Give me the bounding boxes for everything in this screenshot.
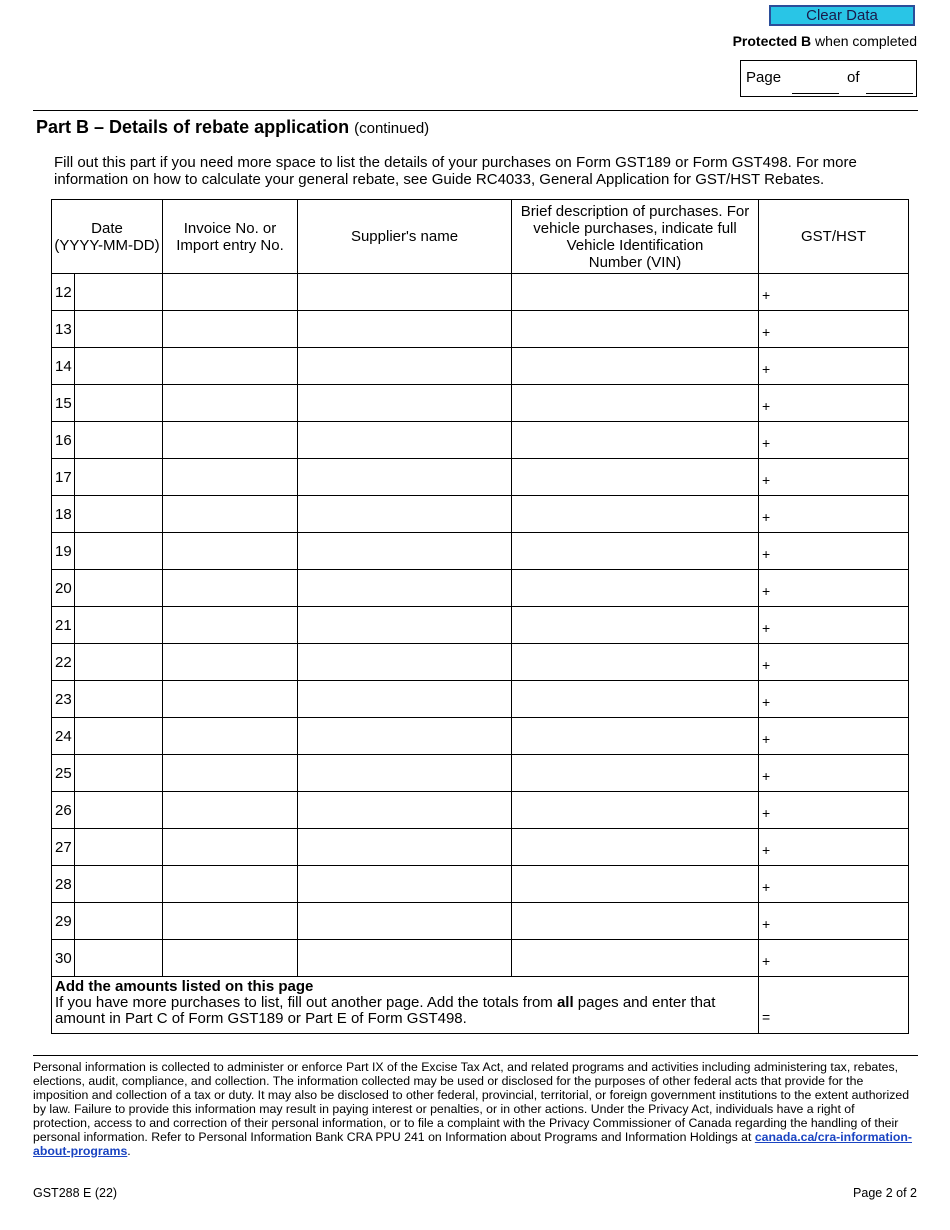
- total-instructions: If you have more purchases to list, fill out another page. Add the totals from all pages and enter that amount in Part C of Form GST189 or Part E of Form GST498.: [55, 994, 716, 1027]
- table-row: [52, 422, 909, 459]
- invoice-cell: [163, 940, 298, 977]
- description-input[interactable]: [512, 274, 758, 310]
- gst-hst-input[interactable]: [773, 496, 908, 532]
- gst-hst-cell: [759, 311, 909, 348]
- invoice-input[interactable]: [163, 903, 297, 939]
- total-gst-hst-input[interactable]: [773, 977, 908, 1033]
- gst-hst-cell: [759, 866, 909, 903]
- date-input[interactable]: [75, 718, 162, 754]
- gst-hst-cell: [759, 681, 909, 718]
- supplier-cell: [298, 718, 512, 755]
- gst-hst-cell: [759, 903, 909, 940]
- supplier-cell: [298, 866, 512, 903]
- invoice-input[interactable]: [163, 274, 297, 310]
- supplier-cell: [298, 755, 512, 792]
- invoice-input[interactable]: [163, 792, 297, 828]
- gst-hst-input[interactable]: [773, 866, 908, 902]
- table-row: [52, 459, 909, 496]
- supplier-input[interactable]: [298, 866, 511, 902]
- invoice-cell: [163, 385, 298, 422]
- supplier-input[interactable]: [298, 496, 511, 532]
- supplier-cell: [298, 829, 512, 866]
- supplier-cell: [298, 681, 512, 718]
- date-cell: [75, 533, 163, 570]
- line-number: 23: [52, 681, 75, 718]
- line-number: 18: [52, 496, 75, 533]
- part-b-instructions: Fill out this part if you need more space to list the details of your purchases on Form GST189 or Form GST498. For more information on how to calculate your general rebate, see Guide RC4033, General Application for GST/HST Rebates.: [54, 154, 857, 188]
- table-row: [52, 570, 909, 607]
- plus-sign: +: [762, 324, 771, 340]
- description-cell: [512, 866, 759, 903]
- line-number: 15: [52, 385, 75, 422]
- page-number-box: [740, 60, 917, 97]
- date-input[interactable]: [75, 755, 162, 791]
- total-gst-hst-cell: [759, 977, 909, 1034]
- description-cell: [512, 533, 759, 570]
- description-cell: [512, 422, 759, 459]
- supplier-cell: [298, 348, 512, 385]
- invoice-input[interactable]: [163, 718, 297, 754]
- supplier-cell: [298, 496, 512, 533]
- invoice-input[interactable]: [163, 570, 297, 606]
- description-input[interactable]: [512, 829, 758, 865]
- plus-sign: +: [762, 435, 771, 451]
- date-cell: [75, 755, 163, 792]
- gst-hst-input[interactable]: [773, 792, 908, 828]
- supplier-input[interactable]: [298, 903, 511, 939]
- description-cell: [512, 385, 759, 422]
- line-number: 16: [52, 422, 75, 459]
- date-input[interactable]: [75, 644, 162, 680]
- invoice-input[interactable]: [163, 755, 297, 791]
- invoice-cell: [163, 681, 298, 718]
- gst-hst-input[interactable]: [773, 459, 908, 495]
- supplier-cell: [298, 644, 512, 681]
- date-input[interactable]: [75, 459, 162, 495]
- supplier-input[interactable]: [298, 570, 511, 606]
- plus-sign: +: [762, 509, 771, 525]
- supplier-input[interactable]: [298, 755, 511, 791]
- supplier-input[interactable]: [298, 385, 511, 421]
- description-input[interactable]: [512, 533, 758, 569]
- gst-hst-cell: [759, 570, 909, 607]
- date-cell: [75, 903, 163, 940]
- date-cell: [75, 718, 163, 755]
- supplier-cell: [298, 274, 512, 311]
- table-row: [52, 311, 909, 348]
- gst-hst-input[interactable]: [773, 755, 908, 791]
- date-input[interactable]: [75, 792, 162, 828]
- description-cell: [512, 496, 759, 533]
- gst-hst-cell: [759, 348, 909, 385]
- plus-sign: +: [762, 694, 771, 710]
- gst-hst-input[interactable]: [773, 829, 908, 865]
- line-number: 25: [52, 755, 75, 792]
- supplier-input[interactable]: [298, 829, 511, 865]
- supplier-input[interactable]: [298, 607, 511, 643]
- date-cell: [75, 644, 163, 681]
- date-input[interactable]: [75, 570, 162, 606]
- line-number: 26: [52, 792, 75, 829]
- description-input[interactable]: [512, 903, 758, 939]
- date-cell: [75, 792, 163, 829]
- form-identifier: GST288 E (22): [33, 1186, 118, 1200]
- invoice-input[interactable]: [163, 459, 297, 495]
- line-number: 21: [52, 607, 75, 644]
- gst-hst-input[interactable]: [773, 533, 908, 569]
- table-row: [52, 644, 909, 681]
- date-input[interactable]: [75, 385, 162, 421]
- page-label: Page: [746, 69, 782, 86]
- supplier-cell: [298, 792, 512, 829]
- plus-sign: +: [762, 583, 771, 599]
- line-number: 13: [52, 311, 75, 348]
- plus-sign: +: [762, 916, 771, 932]
- date-cell: [75, 311, 163, 348]
- gst-hst-cell: [759, 422, 909, 459]
- description-cell: [512, 459, 759, 496]
- part-b-heading: [36, 117, 429, 138]
- table-row: [52, 274, 909, 311]
- gst-hst-cell: [759, 607, 909, 644]
- supplier-input[interactable]: [298, 274, 511, 310]
- gst-hst-input[interactable]: [773, 422, 908, 458]
- date-cell: [75, 866, 163, 903]
- gst-hst-input[interactable]: [773, 348, 908, 384]
- supplier-cell: [298, 533, 512, 570]
- table-row: [52, 607, 909, 644]
- invoice-cell: [163, 422, 298, 459]
- date-cell: [75, 459, 163, 496]
- column-header-description: Brief description of purchases. For vehicle purchases, indicate full Vehicle Identification Number (VIN): [512, 200, 759, 274]
- description-input[interactable]: [512, 311, 758, 347]
- column-header-invoice: Invoice No. or Import entry No.: [163, 200, 298, 274]
- description-cell: [512, 311, 759, 348]
- description-cell: [512, 274, 759, 311]
- gst-hst-cell: [759, 274, 909, 311]
- table-header-row: [52, 200, 909, 274]
- date-input[interactable]: [75, 903, 162, 939]
- table-row: [52, 903, 909, 940]
- date-input[interactable]: [75, 866, 162, 902]
- date-input[interactable]: [75, 311, 162, 347]
- date-cell: [75, 607, 163, 644]
- description-cell: [512, 755, 759, 792]
- supplier-cell: [298, 940, 512, 977]
- line-number: 28: [52, 866, 75, 903]
- date-input[interactable]: [75, 607, 162, 643]
- description-cell: [512, 644, 759, 681]
- clear-data-button[interactable]: Clear Data: [769, 5, 915, 26]
- invoice-cell: [163, 644, 298, 681]
- table-row: [52, 866, 909, 903]
- page-indicator: Page 2 of 2: [853, 1186, 917, 1200]
- privacy-text: Personal information is collected to administer or enforce Part IX of the Excise Tax Act, and related programs and activities including administering tax, rebates, elections, audit, compliance, and collection. The information collected may be used or disclosed for the purposes of other federal acts that provide for the imposition and collection of a tax or duty. It may also be disclosed to other federal, provincial, territorial, or foreign government institutions to the extent authorized by law. Failure to provide this information may result in paying interest or penalties, or in other actions. Under the Privacy Act, individuals have a right of protection, access to and correction of their personal information, or to file a complaint with the Privacy Commissioner of Canada regarding the handling of their personal information. Refer to Personal Information Bank CRA PPU 241 on Information about Programs and Information Holdings at: [33, 1060, 910, 1144]
- date-input[interactable]: [75, 681, 162, 717]
- gst-hst-cell: [759, 792, 909, 829]
- column-header-gst-hst: GST/HST: [759, 200, 909, 274]
- plus-sign: +: [762, 731, 771, 747]
- line-number: 24: [52, 718, 75, 755]
- date-input[interactable]: [75, 829, 162, 865]
- line-number: 29: [52, 903, 75, 940]
- plus-sign: +: [762, 657, 771, 673]
- gst-hst-input[interactable]: [773, 385, 908, 421]
- gst-hst-input[interactable]: [773, 570, 908, 606]
- invoice-input[interactable]: [163, 496, 297, 532]
- gst-hst-input[interactable]: [773, 718, 908, 754]
- protected-b-suffix: when completed: [811, 33, 917, 49]
- supplier-input[interactable]: [298, 311, 511, 347]
- invoice-cell: [163, 755, 298, 792]
- date-cell: [75, 422, 163, 459]
- supplier-cell: [298, 903, 512, 940]
- total-heading: Add the amounts listed on this page: [55, 978, 314, 995]
- description-input[interactable]: [512, 681, 758, 717]
- protected-b-label: Protected B: [732, 33, 812, 49]
- date-cell: [75, 570, 163, 607]
- supplier-input[interactable]: [298, 422, 511, 458]
- invoice-cell: [163, 866, 298, 903]
- description-input[interactable]: [512, 718, 758, 754]
- supplier-cell: [298, 607, 512, 644]
- date-cell: [75, 940, 163, 977]
- gst-hst-input[interactable]: [773, 311, 908, 347]
- gst-hst-cell: [759, 385, 909, 422]
- supplier-input[interactable]: [298, 644, 511, 680]
- plus-sign: +: [762, 546, 771, 562]
- supplier-cell: [298, 570, 512, 607]
- invoice-cell: [163, 718, 298, 755]
- plus-sign: +: [762, 287, 771, 303]
- description-input[interactable]: [512, 866, 758, 902]
- table-row: [52, 533, 909, 570]
- table-row: [52, 792, 909, 829]
- description-cell: [512, 570, 759, 607]
- gst-hst-input[interactable]: [773, 903, 908, 939]
- purchases-table: [51, 199, 909, 1034]
- gst-hst-input[interactable]: [773, 607, 908, 643]
- gst-hst-cell: [759, 829, 909, 866]
- plus-sign: +: [762, 953, 771, 969]
- supplier-input[interactable]: [298, 681, 511, 717]
- supplier-cell: [298, 311, 512, 348]
- date-input[interactable]: [75, 496, 162, 532]
- supplier-cell: [298, 385, 512, 422]
- gst-hst-cell: [759, 533, 909, 570]
- part-b-continued: (continued): [354, 120, 430, 137]
- supplier-cell: [298, 422, 512, 459]
- line-number: 17: [52, 459, 75, 496]
- gst-hst-input[interactable]: [773, 940, 908, 976]
- table-row: [52, 681, 909, 718]
- date-cell: [75, 496, 163, 533]
- total-description: [52, 977, 759, 1034]
- date-cell: [75, 274, 163, 311]
- column-header-date: Date (YYYY-MM-DD): [52, 200, 163, 274]
- plus-sign: +: [762, 805, 771, 821]
- line-number: 12: [52, 274, 75, 311]
- description-cell: [512, 903, 759, 940]
- gst-hst-cell: [759, 644, 909, 681]
- description-cell: [512, 607, 759, 644]
- description-cell: [512, 940, 759, 977]
- invoice-cell: [163, 903, 298, 940]
- gst-hst-cell: [759, 718, 909, 755]
- description-input[interactable]: [512, 496, 758, 532]
- date-input[interactable]: [75, 348, 162, 384]
- supplier-input[interactable]: [298, 459, 511, 495]
- description-cell: [512, 718, 759, 755]
- line-number: 19: [52, 533, 75, 570]
- description-input[interactable]: [512, 348, 758, 384]
- date-cell: [75, 829, 163, 866]
- gst-hst-cell: [759, 496, 909, 533]
- invoice-input[interactable]: [163, 866, 297, 902]
- description-input[interactable]: [512, 940, 758, 976]
- date-cell: [75, 385, 163, 422]
- invoice-input[interactable]: [163, 533, 297, 569]
- invoice-input[interactable]: [163, 644, 297, 680]
- date-input[interactable]: [75, 940, 162, 976]
- protected-b-notice: [733, 33, 917, 49]
- part-b-title: Part B – Details of rebate application: [36, 117, 350, 137]
- plus-sign: +: [762, 768, 771, 784]
- invoice-cell: [163, 274, 298, 311]
- equals-sign: =: [762, 1009, 771, 1025]
- column-header-supplier: Supplier's name: [298, 200, 512, 274]
- line-number: 14: [52, 348, 75, 385]
- supplier-input[interactable]: [298, 792, 511, 828]
- supplier-input[interactable]: [298, 940, 511, 976]
- invoice-input[interactable]: [163, 681, 297, 717]
- gst-hst-input[interactable]: [773, 681, 908, 717]
- description-input[interactable]: [512, 607, 758, 643]
- gst-hst-input[interactable]: [773, 644, 908, 680]
- supplier-input[interactable]: [298, 533, 511, 569]
- plus-sign: +: [762, 361, 771, 377]
- date-input[interactable]: [75, 274, 162, 310]
- table-row: [52, 755, 909, 792]
- gst-hst-cell: [759, 459, 909, 496]
- line-number: 20: [52, 570, 75, 607]
- invoice-cell: [163, 829, 298, 866]
- line-number: 22: [52, 644, 75, 681]
- description-cell: [512, 829, 759, 866]
- plus-sign: +: [762, 398, 771, 414]
- bottom-divider: [33, 1055, 918, 1056]
- plus-sign: +: [762, 842, 771, 858]
- description-input[interactable]: [512, 385, 758, 421]
- invoice-cell: [163, 792, 298, 829]
- description-input[interactable]: [512, 570, 758, 606]
- invoice-cell: [163, 459, 298, 496]
- top-divider: [33, 110, 918, 111]
- gst-hst-cell: [759, 755, 909, 792]
- description-input[interactable]: [512, 422, 758, 458]
- plus-sign: +: [762, 879, 771, 895]
- privacy-link[interactable]: canada.ca/cra-information-about-programs: [33, 1130, 912, 1158]
- plus-sign: +: [762, 620, 771, 636]
- page-total-input[interactable]: [866, 75, 913, 94]
- gst-hst-input[interactable]: [773, 274, 908, 310]
- of-label: of: [847, 69, 860, 86]
- privacy-end: .: [127, 1144, 131, 1158]
- line-number: 27: [52, 829, 75, 866]
- plus-sign: +: [762, 472, 771, 488]
- supplier-input[interactable]: [298, 718, 511, 754]
- description-input[interactable]: [512, 792, 758, 828]
- date-cell: [75, 348, 163, 385]
- invoice-cell: [163, 607, 298, 644]
- table-row: [52, 940, 909, 977]
- supplier-cell: [298, 459, 512, 496]
- description-input[interactable]: [512, 459, 758, 495]
- invoice-cell: [163, 533, 298, 570]
- invoice-input[interactable]: [163, 348, 297, 384]
- table-row: [52, 348, 909, 385]
- table-row: [52, 385, 909, 422]
- invoice-cell: [163, 496, 298, 533]
- table-row: [52, 829, 909, 866]
- total-row: [52, 977, 909, 1034]
- table-row: [52, 496, 909, 533]
- page-number-input[interactable]: [792, 75, 839, 94]
- invoice-cell: [163, 311, 298, 348]
- description-cell: [512, 348, 759, 385]
- invoice-input[interactable]: [163, 422, 297, 458]
- date-input[interactable]: [75, 533, 162, 569]
- description-cell: [512, 792, 759, 829]
- invoice-input[interactable]: [163, 829, 297, 865]
- privacy-notice: [33, 1060, 913, 1158]
- invoice-input[interactable]: [163, 311, 297, 347]
- table-row: [52, 718, 909, 755]
- supplier-input[interactable]: [298, 348, 511, 384]
- date-input[interactable]: [75, 422, 162, 458]
- gst-hst-cell: [759, 940, 909, 977]
- invoice-cell: [163, 348, 298, 385]
- description-input[interactable]: [512, 755, 758, 791]
- date-cell: [75, 681, 163, 718]
- description-cell: [512, 681, 759, 718]
- invoice-input[interactable]: [163, 385, 297, 421]
- invoice-input[interactable]: [163, 940, 297, 976]
- description-input[interactable]: [512, 644, 758, 680]
- invoice-input[interactable]: [163, 607, 297, 643]
- invoice-cell: [163, 570, 298, 607]
- line-number: 30: [52, 940, 75, 977]
